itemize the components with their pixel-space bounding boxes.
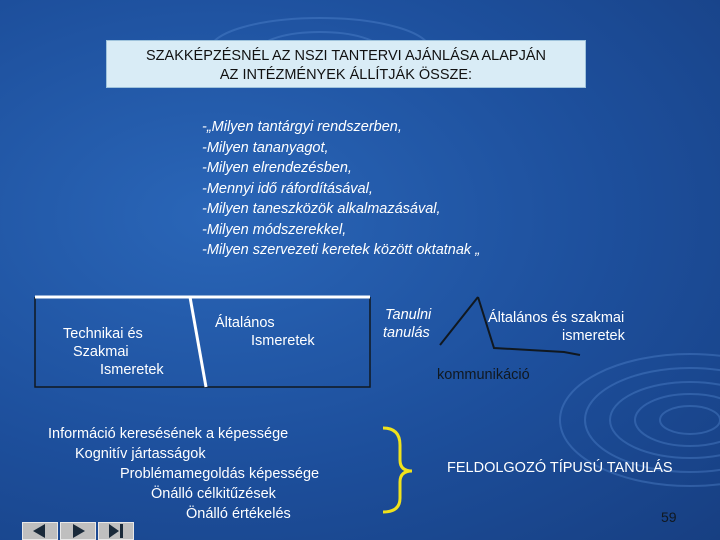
feldolgozo-label: FELDOLGOZÓ TÍPUSÚ TANULÁS: [447, 460, 673, 476]
prev-slide-button[interactable]: [22, 522, 58, 540]
question-item: -Milyen tananyagot,: [202, 139, 329, 156]
last-slide-button[interactable]: [98, 522, 134, 540]
page-number: 59: [661, 509, 677, 525]
skills-item: Kognitív jártasságok: [75, 446, 206, 462]
title-box: [106, 40, 586, 88]
title-line-1: SZAKKÉPZÉSNÉL AZ NSZI TANTERVI AJÁNLÁSA ALAPJÁN: [146, 48, 546, 64]
skills-item: Önálló célkitűzések: [151, 486, 276, 502]
arrow-end-icon: [99, 523, 133, 539]
technikai-label: Technikai és Szakmai Ismeretek: [63, 326, 164, 378]
skills-item: Önálló értékelés: [186, 506, 291, 522]
question-item: -Milyen módszerekkel,: [202, 221, 347, 238]
question-item: -Milyen szervezeti keretek között oktatnak „: [202, 242, 481, 258]
question-item: -Milyen elrendezésben,: [202, 160, 352, 176]
skills-item: Információ keresésének a képessége: [48, 426, 289, 442]
question-item: -„Milyen tantárgyi rendszerben,: [202, 119, 402, 135]
skills-list: [36, 424, 376, 524]
altalanos-szakmai-label: Általános és szakmai ismeretek: [488, 310, 625, 344]
arrow-left-icon: [23, 523, 57, 539]
tanulni-label: Tanulni tanulás: [383, 307, 432, 341]
question-item: -Mennyi idő ráfordításával,: [202, 180, 373, 197]
kommunikacio-label: kommunikáció: [437, 367, 530, 383]
skills-item: Problémamegoldás képessége: [120, 466, 320, 482]
question-item: -Milyen taneszközök alkalmazásával,: [202, 201, 441, 217]
title-line-2: AZ INTÉZMÉNYEK ÁLLÍTJÁK ÖSSZE:: [219, 67, 473, 83]
altalanos-label: Általános Ismeretek: [215, 315, 315, 349]
next-slide-button[interactable]: [60, 522, 96, 540]
arrow-right-icon: [61, 523, 95, 539]
question-list: [202, 117, 582, 261]
